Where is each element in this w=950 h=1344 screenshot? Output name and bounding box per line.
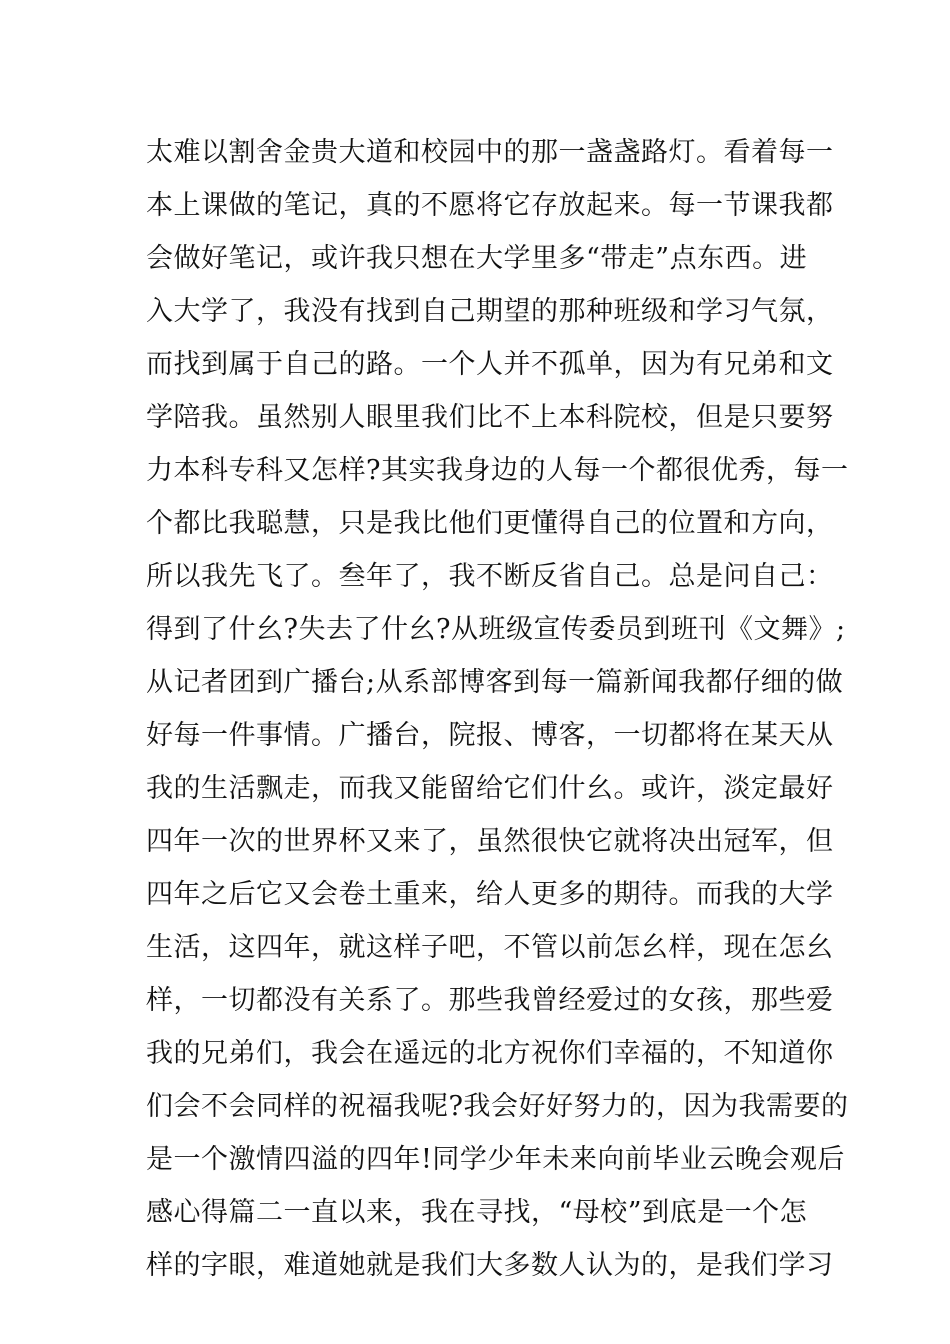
- text-line: 个都比我聪慧，只是我比他们更懂得自己的位置和方向，: [146, 508, 834, 539]
- text-line: 是一个激情四溢的四年!同学少年未来向前毕业云晚会观后: [146, 1144, 845, 1175]
- text-line: 入大学了，我没有找到自己期望的那种班级和学习气氛，: [146, 296, 834, 327]
- text-line: 本上课做的笔记，真的不愿将它存放起来。每一节课我都: [146, 190, 834, 221]
- text-line: 生活，这四年，就这样子吧，不管以前怎幺样，现在怎幺: [146, 932, 834, 963]
- text-line: 样，一切都没有关系了。那些我曾经爱过的女孩，那些爱: [146, 985, 834, 1016]
- text-line: 四年一次的世界杯又来了，虽然很快它就将决出冠军，但: [146, 826, 834, 857]
- text-line: 学陪我。虽然别人眼里我们比不上本科院校，但是只要努: [146, 402, 834, 433]
- text-line: 而找到属于自己的路。一个人并不孤单，因为有兄弟和文: [146, 349, 834, 380]
- text-line: 力本科专科又怎样?其实我身边的人每一个都很优秀，每一: [146, 455, 849, 486]
- text-line: 得到了什幺?失去了什幺?从班级宣传委员到班刊《文舞》;: [146, 614, 846, 645]
- text-line: 我的兄弟们，我会在遥远的北方祝你们幸福的，不知道你: [146, 1038, 834, 1069]
- text-line: 我的生活飘走，而我又能留给它们什幺。或许，淡定最好: [146, 773, 834, 804]
- text-line: 太难以割舍金贵大道和校园中的那一盏盏路灯。看着每一: [146, 137, 834, 168]
- text-line: 会做好笔记，或许我只想在大学里多“带走”点东西。进: [146, 243, 808, 274]
- text-line: 四年之后它又会卷土重来，给人更多的期待。而我的大学: [146, 879, 834, 910]
- body-text: [146, 126, 849, 1292]
- text-line: 好每一件事情。广播台，院报、博客，一切都将在某天从: [146, 720, 834, 751]
- text-line: 们会不会同样的祝福我呢?我会好好努力的，因为我需要的: [146, 1091, 849, 1122]
- text-line: 样的字眼，难道她就是我们大多数人认为的，是我们学习: [146, 1250, 834, 1281]
- text-line: 感心得篇二一直以来，我在寻找，“母校”到底是一个怎: [146, 1197, 808, 1228]
- text-line: 从记者团到广播台;从系部博客到每一篇新闻我都仔细的做: [146, 667, 844, 698]
- text-line: 所以我先飞了。叁年了，我不断反省自己。总是问自己：: [146, 561, 834, 592]
